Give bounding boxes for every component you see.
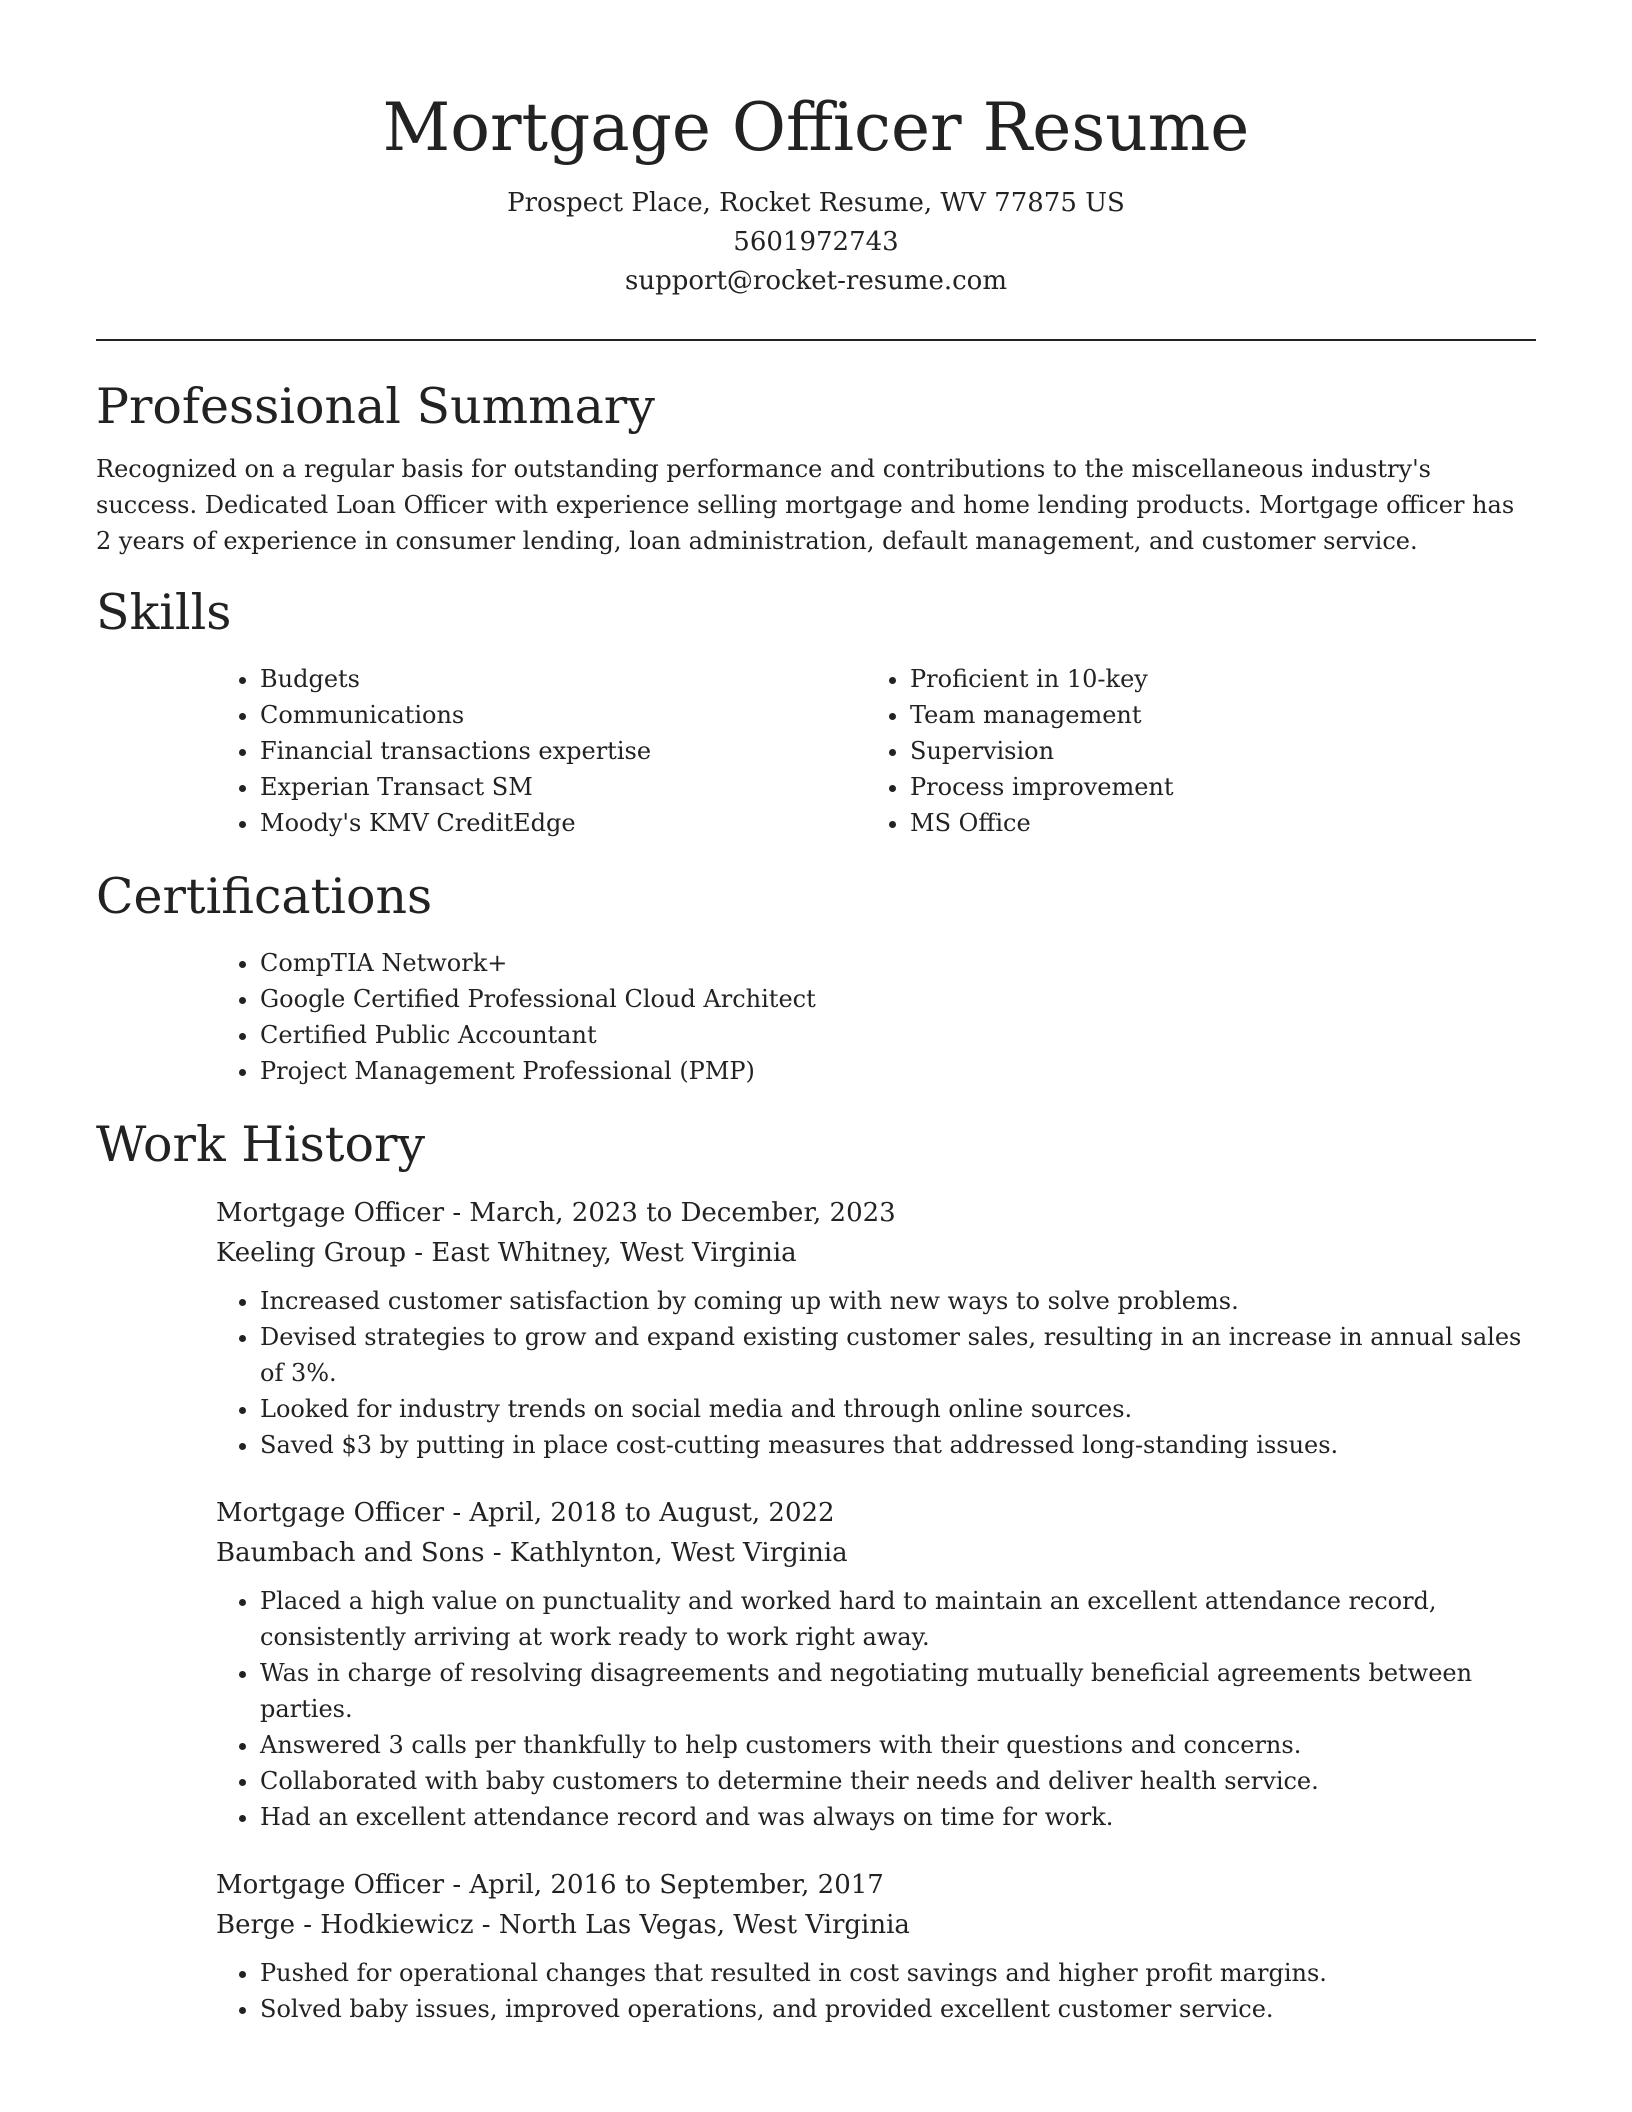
contact-email: support@rocket-resume.com: [624, 266, 1007, 296]
header-divider: [96, 339, 1536, 341]
skills-heading: Skills: [96, 584, 232, 641]
job-company: Berge - Hodkiewicz: [216, 1910, 474, 1940]
contact-phone: 5601972743: [733, 227, 899, 257]
certification-item: • Certified Public Accountant: [260, 1017, 1536, 1053]
skill-item: • Experian Transact SM: [260, 769, 866, 805]
job-company: Baumbach and Sons: [216, 1538, 485, 1568]
job-company: Keeling Group: [216, 1238, 407, 1268]
job-duties: [216, 1283, 1536, 1463]
job-location: - Kathlynton, West Virginia: [484, 1538, 848, 1568]
skill-item: • Financial transactions expertise: [260, 733, 866, 769]
duty-item: • Solved baby issues, improved operations, and provided excellent customer service.: [260, 1991, 1536, 2027]
duty-item: • Increased customer satisfaction by coming up with new ways to solve problems.: [260, 1283, 1536, 1319]
skills-column-left: [216, 661, 866, 841]
skill-item: • Supervision: [910, 733, 1516, 769]
certification-item: • Google Certified Professional Cloud Architect: [260, 981, 1536, 1017]
duty-item: • Saved $3 by putting in place cost-cutting measures that addressed long-standing issues.: [260, 1427, 1536, 1463]
work-history-heading: Work History: [96, 1116, 426, 1173]
duty-item: • Devised strategies to grow and expand existing customer sales, resulting in an increase in annual sales of 3%.: [260, 1319, 1536, 1391]
job-entry: [216, 1493, 1536, 1835]
job-location: - East Whitney, West Virginia: [406, 1238, 797, 1268]
summary-heading: Professional Summary: [96, 378, 655, 435]
certifications-heading: Certifications: [96, 868, 433, 925]
job-company-line: [216, 1905, 1536, 1945]
job-entry: [216, 1865, 1536, 2027]
certification-item: • Project Management Professional (PMP): [260, 1053, 1536, 1089]
job-entry: [216, 1193, 1536, 1463]
skill-item: • Process improvement: [910, 769, 1516, 805]
skills-column-right: [866, 661, 1516, 841]
job-title-line: [216, 1865, 1536, 1905]
job-title: Mortgage Officer: [216, 1498, 445, 1528]
job-dates: - March, 2023 to December, 2023: [444, 1198, 896, 1228]
skill-item: • Proficient in 10-key: [910, 661, 1516, 697]
skill-item: • Budgets: [260, 661, 866, 697]
duty-item: • Was in charge of resolving disagreements and negotiating mutually beneficial agreements between parties.: [260, 1655, 1536, 1727]
duty-item: • Looked for industry trends on social media and through online sources.: [260, 1391, 1536, 1427]
duty-item: • Answered 3 calls per thankfully to help customers with their questions and concerns.: [260, 1727, 1536, 1763]
skill-item: • Moody's KMV CreditEdge: [260, 805, 866, 841]
duty-item: • Placed a high value on punctuality and worked hard to maintain an excellent attendance record, consistently arriving at work ready to work right away.: [260, 1583, 1536, 1655]
duty-item: • Pushed for operational changes that resulted in cost savings and higher profit margins.: [260, 1955, 1536, 1991]
job-company-line: [216, 1533, 1536, 1573]
certifications-list: [216, 945, 1536, 1089]
duty-item: • Collaborated with baby customers to determine their needs and deliver health service.: [260, 1763, 1536, 1799]
resume-header: [96, 0, 1536, 301]
skill-item: • MS Office: [910, 805, 1516, 841]
certification-item: • CompTIA Network+: [260, 945, 1536, 981]
job-company-line: [216, 1233, 1536, 1273]
job-title-line: [216, 1493, 1536, 1533]
skill-item: • Communications: [260, 697, 866, 733]
job-title-line: [216, 1193, 1536, 1233]
resume-page: [96, 0, 1536, 2027]
skill-item: • Team management: [910, 697, 1516, 733]
job-dates: - April, 2016 to September, 2017: [444, 1870, 884, 1900]
contact-address: Prospect Place, Rocket Resume, WV 77875 US: [507, 188, 1125, 218]
skills-list: [216, 661, 1536, 841]
summary-text: Recognized on a regular basis for outstanding performance and contributions to the miscellaneous industry's success. Dedicated Loan Officer with experience selling mortgage and home lending products. Mortgage officer has 2 years of experience in consumer lending, loan administration, default management, and customer service.: [96, 455, 1515, 555]
job-title: Mortgage Officer: [216, 1870, 445, 1900]
job-location: - North Las Vegas, West Virginia: [473, 1910, 910, 1940]
job-duties: [216, 1583, 1536, 1835]
job-title: Mortgage Officer: [216, 1198, 445, 1228]
resume-title: Mortgage Officer Resume: [382, 89, 1250, 166]
job-dates: - April, 2018 to August, 2022: [444, 1498, 835, 1528]
job-duties: [216, 1955, 1536, 2027]
duty-item: • Had an excellent attendance record and was always on time for work.: [260, 1799, 1536, 1835]
